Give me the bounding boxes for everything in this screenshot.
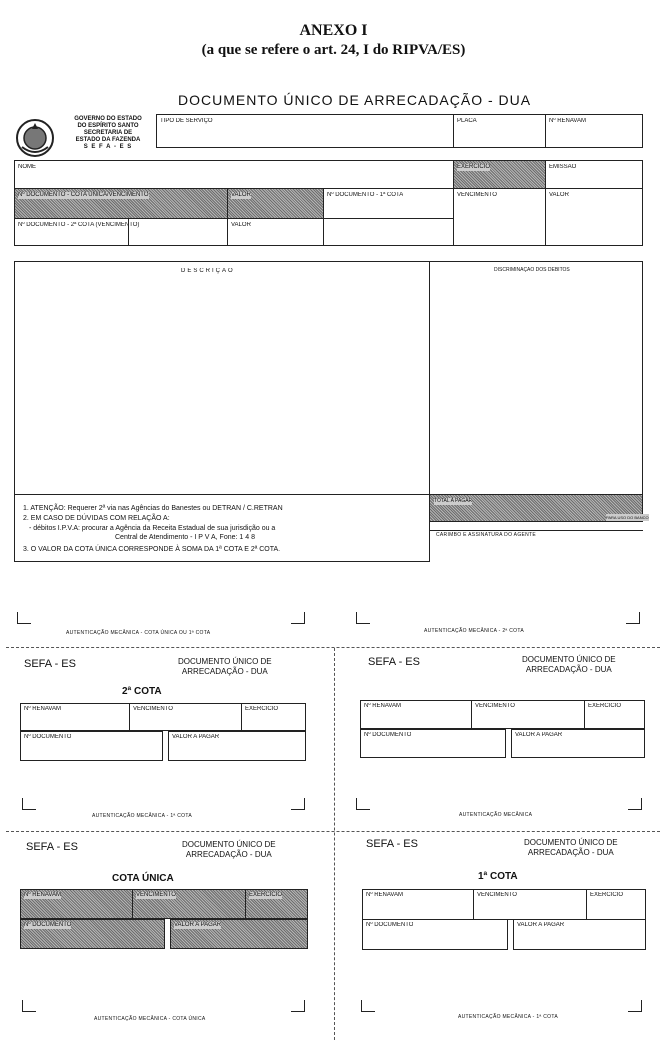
doc-2a-cota-field[interactable]: Nº DOCUMENTO - 2ª COTA (VENCIMENTO) <box>14 218 228 246</box>
stub-auth: AUTENTICAÇÃO MECÂNICA <box>459 812 533 818</box>
auth-corner-left <box>356 798 370 810</box>
valor-field[interactable]: VALOR <box>545 188 643 246</box>
stub-exercicio-field[interactable]: EXERCÍCIO <box>241 703 306 731</box>
auth-main-left: AUTENTICAÇÃO MECÂNICA - COTA ÚNICA OU 1ª COTA <box>66 630 211 636</box>
stub-exercicio-field[interactable]: EXERCÍCIO <box>245 889 308 919</box>
signature-line <box>429 530 643 531</box>
form-title: DOCUMENTO ÚNICO DE ARRECADAÇÃO - DUA <box>178 92 532 108</box>
stub-documento-field[interactable]: Nº DOCUMENTO <box>20 731 163 761</box>
field-divider <box>128 219 129 246</box>
emissao-field[interactable]: EMISSÃO <box>545 160 643 189</box>
auth-corner-left <box>22 798 36 810</box>
stub-sefa: SEFA - ES <box>24 658 76 670</box>
auth-corner-right <box>628 798 642 810</box>
stub-renavam-field[interactable]: Nº RENAVAM <box>20 889 133 919</box>
stub-valor-field[interactable]: VALOR A PAGAR <box>511 729 645 758</box>
stub-valor-field[interactable]: VALOR A PAGAR <box>513 919 646 950</box>
stub-vencimento-field[interactable]: VENCIMENTO <box>473 889 587 920</box>
renavam-field[interactable]: Nº RENAVAM <box>545 114 643 148</box>
exercicio-field[interactable]: EXERCÍCIO <box>453 160 546 189</box>
doc-1a-cota-field[interactable]: Nº DOCUMENTO - 1ª COTA <box>323 188 454 219</box>
auth-corner-left <box>17 612 31 624</box>
stub-cota-title: COTA ÚNICA <box>112 873 174 884</box>
auth-corner-right <box>291 612 305 624</box>
stub-vencimento-field[interactable]: VENCIMENTO <box>471 700 585 729</box>
stub-exercicio-field[interactable]: EXERCÍCIO <box>586 889 646 920</box>
stub-doc-title: DOCUMENTO ÚNICO DE ARRECADAÇÃO - DUA <box>182 840 276 859</box>
stub-renavam-field[interactable]: Nº RENAVAM <box>20 703 130 731</box>
discriminacao-area[interactable]: DISCRIMINAÇÃO DOS DÉBITOS <box>429 261 643 495</box>
stub-cota-title: 1ª COTA <box>478 871 518 882</box>
total-box: TOTAL A PAGAR PARA USO DO BANCO <box>429 494 643 522</box>
stub-cota-title: 2ª COTA <box>122 686 162 697</box>
nome-field[interactable]: NOME <box>14 160 454 189</box>
doc-cota-unica-field[interactable]: Nº DOCUMENTO - COTA ÚNICA/VENCIMENTO <box>14 188 228 219</box>
stub-doc-title: DOCUMENTO ÚNICO DE ARRECADAÇÃO - DUA <box>522 655 616 674</box>
auth-corner-left <box>361 1000 375 1012</box>
stub-renavam-field[interactable]: Nº RENAVAM <box>360 700 472 729</box>
government-header: GOVERNO DO ESTADO DO ESPÍRITO SANTO SECRETARIA DE ESTADO DA FAZENDA S E F A - E S <box>74 116 142 150</box>
auth-corner-right <box>628 1000 642 1012</box>
stub-sefa: SEFA - ES <box>26 841 78 853</box>
stub-documento-field[interactable]: Nº DOCUMENTO <box>360 729 506 758</box>
stub-valor-field[interactable]: VALOR A PAGAR <box>170 919 308 949</box>
stub-valor-field[interactable]: VALOR A PAGAR <box>168 731 306 761</box>
stub-documento-field[interactable]: Nº DOCUMENTO <box>362 919 508 950</box>
valor-cota-unica-field[interactable]: VALOR <box>227 188 324 219</box>
annex-title: ANEXO I <box>299 22 368 39</box>
notes-box: 1. ATENÇÃO: Requerer 2ª via nas Agências do Banestes ou DETRAN / C.RETRAN 2. EM CASO DE DÚVIDAS COM RELAÇÃO A: - débitos I.P.V.A: procurar a Agência da Receita Estadual de sua jurisdição ou a Central de Atendimento - I P V A, Fone: 1 4 8 3. O VALOR DA COTA ÚNICA CORRESPONDE À SOMA DA 1ª COTA E 2ª COTA. <box>14 494 430 562</box>
stub-auth: AUTENTICAÇÃO MECÂNICA - COTA ÚNICA <box>94 1016 206 1022</box>
auth-main-right: AUTENTICAÇÃO MECÂNICA - 2ª COTA <box>424 628 524 634</box>
stub-sefa: SEFA - ES <box>366 838 418 850</box>
placa-field[interactable]: PLACA <box>453 114 546 148</box>
auth-corner-right <box>291 798 305 810</box>
valor-2a-cota-field[interactable]: VALOR <box>227 218 324 246</box>
vencimento-field[interactable]: VENCIMENTO <box>453 188 546 246</box>
doc-2a-cota-number-field[interactable] <box>323 218 454 246</box>
auth-corner-left <box>356 612 370 624</box>
auth-corner-right <box>291 1000 305 1012</box>
stub-documento-field[interactable]: Nº DOCUMENTO <box>20 919 165 949</box>
state-crest-icon <box>14 117 56 159</box>
stub-renavam-field[interactable]: Nº RENAVAM <box>362 889 474 920</box>
auth-corner-left <box>22 1000 36 1012</box>
auth-corner-right <box>626 612 640 624</box>
cut-line <box>6 647 660 648</box>
cut-line <box>334 648 335 1040</box>
carimbo-label: CARIMBO E ASSINATURA DO AGENTE <box>436 532 537 538</box>
stub-exercicio-field[interactable]: EXERCÍCIO <box>584 700 645 729</box>
stub-doc-title: DOCUMENTO ÚNICO DE ARRECADAÇÃO - DUA <box>178 657 272 676</box>
stub-auth: AUTENTICAÇÃO MECÂNICA - 1ª COTA <box>92 813 192 819</box>
stub-auth: AUTENTICAÇÃO MECÂNICA - 1ª COTA <box>458 1014 558 1020</box>
stub-sefa: SEFA - ES <box>368 656 420 668</box>
tipo-servico-field[interactable]: TIPO DE SERVIÇO <box>156 114 454 148</box>
annex-subtitle: (a que se refere o art. 24, I do RIPVA/ES) <box>201 42 466 58</box>
cut-line <box>6 831 660 832</box>
descricao-area[interactable]: DESCRIÇÃO <box>14 261 430 495</box>
stub-doc-title: DOCUMENTO ÚNICO DE ARRECADAÇÃO - DUA <box>524 838 618 857</box>
stub-vencimento-field[interactable]: VENCIMENTO <box>129 703 242 731</box>
stub-vencimento-field[interactable]: VENCIMENTO <box>132 889 246 919</box>
